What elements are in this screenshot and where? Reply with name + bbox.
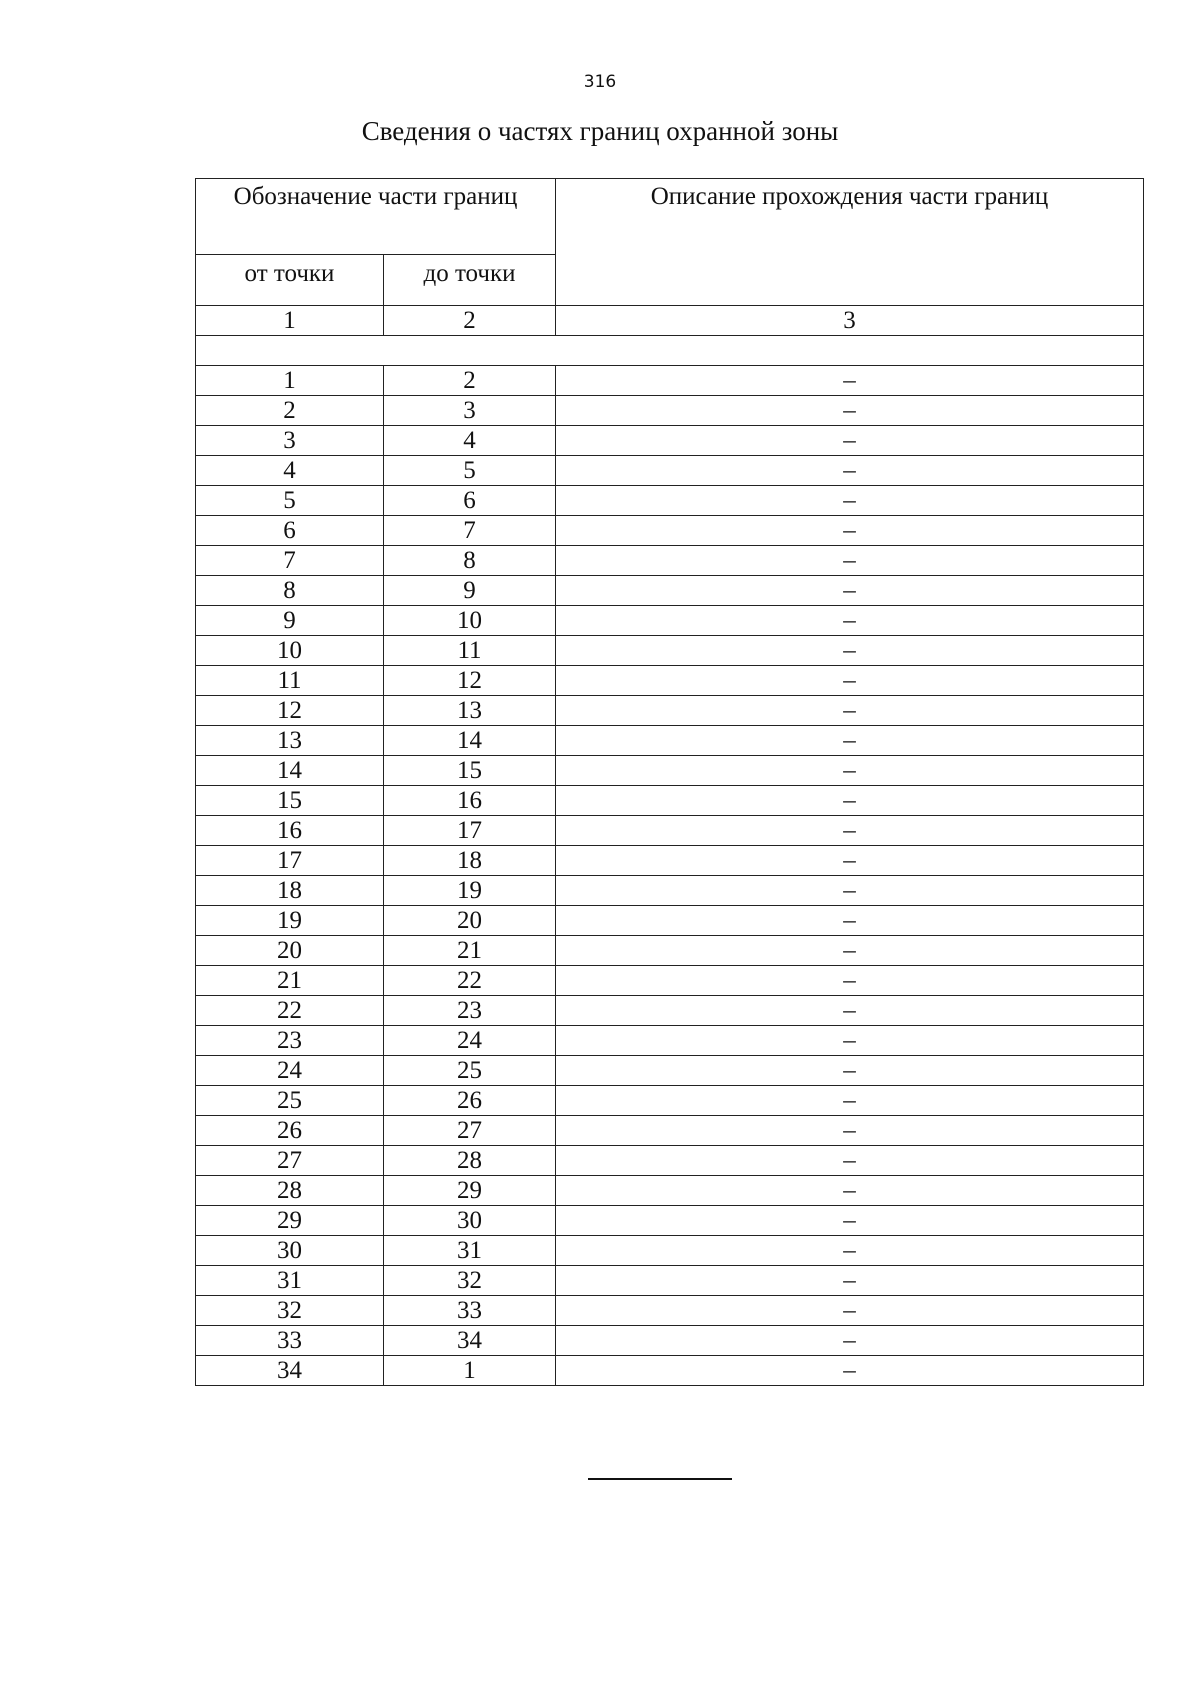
cell-to-point: 21 — [384, 936, 556, 966]
cell-description: – — [556, 1356, 1144, 1386]
cell-description: – — [556, 486, 1144, 516]
cell-from-point: 6 — [196, 516, 384, 546]
table-row — [196, 1146, 1144, 1176]
cell-description: – — [556, 846, 1144, 876]
table-row — [196, 546, 1144, 576]
cell-from-point: 11 — [196, 666, 384, 696]
closing-rule — [588, 1478, 732, 1480]
cell-description: – — [556, 366, 1144, 396]
table-row — [196, 1116, 1144, 1146]
cell-description: – — [556, 546, 1144, 576]
cell-description: – — [556, 666, 1144, 696]
header-to-point: до точки — [384, 255, 556, 306]
table-row — [196, 426, 1144, 456]
table-row — [196, 516, 1144, 546]
cell-description: – — [556, 726, 1144, 756]
cell-from-point: 21 — [196, 966, 384, 996]
cell-to-point: 26 — [384, 1086, 556, 1116]
cell-to-point: 16 — [384, 786, 556, 816]
table-row — [196, 1206, 1144, 1236]
cell-to-point: 7 — [384, 516, 556, 546]
cell-description: – — [556, 1296, 1144, 1326]
cell-description: – — [556, 576, 1144, 606]
cell-description: – — [556, 1116, 1144, 1146]
cell-description: – — [556, 876, 1144, 906]
table-body — [196, 179, 1144, 1386]
cell-description: – — [556, 966, 1144, 996]
cell-to-point: 14 — [384, 726, 556, 756]
cell-description: – — [556, 1086, 1144, 1116]
cell-description: – — [556, 1236, 1144, 1266]
cell-from-point: 1 — [196, 366, 384, 396]
table-row — [196, 1176, 1144, 1206]
cell-to-point: 6 — [384, 486, 556, 516]
cell-to-point: 29 — [384, 1176, 556, 1206]
cell-description: – — [556, 696, 1144, 726]
table-row — [196, 1056, 1144, 1086]
header-designation: Обозначение части границ — [196, 179, 556, 255]
cell-description: – — [556, 1206, 1144, 1236]
table-row — [196, 756, 1144, 786]
cell-to-point: 24 — [384, 1026, 556, 1056]
cell-from-point: 16 — [196, 816, 384, 846]
cell-description: – — [556, 426, 1144, 456]
cell-to-point: 2 — [384, 366, 556, 396]
cell-from-point: 23 — [196, 1026, 384, 1056]
cell-from-point: 26 — [196, 1116, 384, 1146]
cell-from-point: 9 — [196, 606, 384, 636]
cell-from-point: 17 — [196, 846, 384, 876]
cell-to-point: 23 — [384, 996, 556, 1026]
cell-to-point: 17 — [384, 816, 556, 846]
table-row — [196, 876, 1144, 906]
cell-from-point: 33 — [196, 1326, 384, 1356]
cell-description: – — [556, 906, 1144, 936]
page-number: 316 — [583, 72, 617, 92]
table-row — [196, 816, 1144, 846]
cell-description: – — [556, 396, 1144, 426]
table-row — [196, 1086, 1144, 1116]
cell-description: – — [556, 1056, 1144, 1086]
cell-from-point: 30 — [196, 1236, 384, 1266]
cell-description: – — [556, 516, 1144, 546]
cell-from-point: 18 — [196, 876, 384, 906]
table-row — [196, 906, 1144, 936]
cell-description: – — [556, 756, 1144, 786]
cell-description: – — [556, 1176, 1144, 1206]
table-row — [196, 786, 1144, 816]
cell-description: – — [556, 636, 1144, 666]
cell-from-point: 24 — [196, 1056, 384, 1086]
cell-from-point: 27 — [196, 1146, 384, 1176]
cell-from-point: 32 — [196, 1296, 384, 1326]
cell-to-point: 32 — [384, 1266, 556, 1296]
cell-to-point: 13 — [384, 696, 556, 726]
cell-to-point: 18 — [384, 846, 556, 876]
cell-from-point: 8 — [196, 576, 384, 606]
cell-to-point: 22 — [384, 966, 556, 996]
table-row — [196, 1266, 1144, 1296]
header-from-point: от точки — [196, 255, 384, 306]
cell-from-point: 20 — [196, 936, 384, 966]
cell-to-point: 20 — [384, 906, 556, 936]
cell-to-point: 33 — [384, 1296, 556, 1326]
table-row — [196, 1326, 1144, 1356]
cell-description: – — [556, 996, 1144, 1026]
table-row — [196, 996, 1144, 1026]
section-row — [196, 336, 1144, 366]
boundary-parts-table — [195, 178, 1144, 1386]
cell-to-point: 15 — [384, 756, 556, 786]
cell-from-point: 31 — [196, 1266, 384, 1296]
cell-to-point: 27 — [384, 1116, 556, 1146]
table-row — [196, 1026, 1144, 1056]
cell-description: – — [556, 1146, 1144, 1176]
cell-from-point: 19 — [196, 906, 384, 936]
cell-from-point: 14 — [196, 756, 384, 786]
cell-to-point: 5 — [384, 456, 556, 486]
cell-to-point: 19 — [384, 876, 556, 906]
table-row — [196, 456, 1144, 486]
table-row — [196, 396, 1144, 426]
cell-from-point: 5 — [196, 486, 384, 516]
cell-from-point: 34 — [196, 1356, 384, 1386]
cell-to-point: 10 — [384, 606, 556, 636]
table-row — [196, 1356, 1144, 1386]
table-row — [196, 726, 1144, 756]
column-number-3: 3 — [556, 306, 1144, 336]
cell-to-point: 28 — [384, 1146, 556, 1176]
table-row — [196, 1296, 1144, 1326]
table-row — [196, 576, 1144, 606]
cell-description: – — [556, 1266, 1144, 1296]
cell-to-point: 4 — [384, 426, 556, 456]
cell-from-point: 28 — [196, 1176, 384, 1206]
cell-to-point: 25 — [384, 1056, 556, 1086]
table-row — [196, 486, 1144, 516]
cell-from-point: 12 — [196, 696, 384, 726]
header-row — [196, 179, 1144, 255]
cell-from-point: 15 — [196, 786, 384, 816]
cell-to-point: 1 — [384, 1356, 556, 1386]
cell-description: – — [556, 786, 1144, 816]
cell-to-point: 31 — [384, 1236, 556, 1266]
cell-from-point: 13 — [196, 726, 384, 756]
cell-from-point: 3 — [196, 426, 384, 456]
cell-description: – — [556, 816, 1144, 846]
table-row — [196, 846, 1144, 876]
cell-to-point: 3 — [384, 396, 556, 426]
table-row — [196, 936, 1144, 966]
cell-description: – — [556, 1026, 1144, 1056]
cell-to-point: 8 — [384, 546, 556, 576]
table-row — [196, 606, 1144, 636]
table-row — [196, 966, 1144, 996]
cell-description: – — [556, 1326, 1144, 1356]
cell-to-point: 12 — [384, 666, 556, 696]
column-number-1: 1 — [196, 306, 384, 336]
cell-description: – — [556, 606, 1144, 636]
table-row — [196, 666, 1144, 696]
document-title: Сведения о частях границ охранной зоны — [361, 116, 839, 146]
header-description: Описание прохождения части границ — [556, 179, 1144, 306]
table-row — [196, 696, 1144, 726]
table-row — [196, 636, 1144, 666]
cell-from-point: 29 — [196, 1206, 384, 1236]
cell-description: – — [556, 456, 1144, 486]
table-row — [196, 1236, 1144, 1266]
cell-from-point: 7 — [196, 546, 384, 576]
cell-from-point: 2 — [196, 396, 384, 426]
column-numbers-row — [196, 306, 1144, 336]
cell-from-point: 22 — [196, 996, 384, 1026]
cell-from-point: 4 — [196, 456, 384, 486]
cell-to-point: 34 — [384, 1326, 556, 1356]
cell-to-point: 11 — [384, 636, 556, 666]
cell-to-point: 9 — [384, 576, 556, 606]
cell-to-point: 30 — [384, 1206, 556, 1236]
table-row — [196, 366, 1144, 396]
column-number-2: 2 — [384, 306, 556, 336]
cell-from-point: 10 — [196, 636, 384, 666]
section-label — [196, 336, 1144, 366]
cell-description: – — [556, 936, 1144, 966]
cell-from-point: 25 — [196, 1086, 384, 1116]
